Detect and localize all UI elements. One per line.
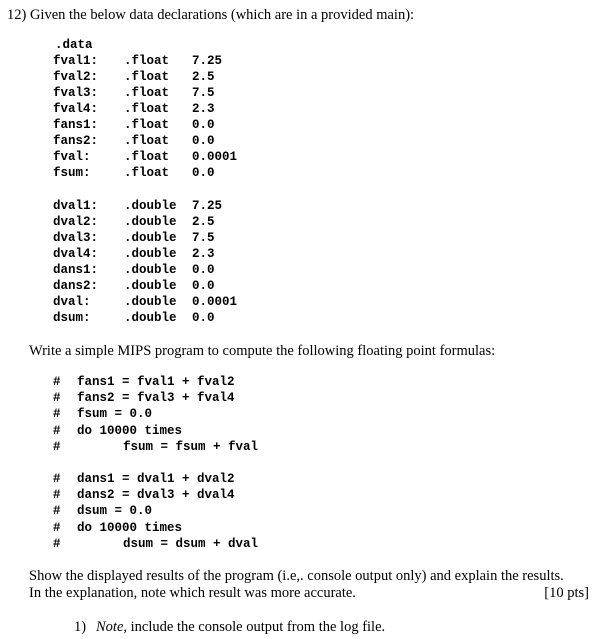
declaration-name: fval3: bbox=[53, 86, 99, 100]
points-label: [10 pts] bbox=[544, 585, 589, 601]
declaration-value: 0.0 bbox=[192, 311, 215, 325]
comment-hash: # bbox=[53, 407, 61, 422]
declaration-type: .double bbox=[124, 215, 177, 229]
declaration-value: 2.5 bbox=[192, 70, 215, 84]
declaration-type: .float bbox=[124, 134, 170, 148]
formula-text: dans1 = dval1 + dval2 bbox=[77, 472, 235, 486]
declaration-name: fans1: bbox=[53, 118, 99, 132]
note-label: Note, bbox=[96, 619, 128, 635]
declaration-type: .float bbox=[124, 150, 170, 164]
task-prompt: Write a simple MIPS program to compute the following floating point formulas: bbox=[29, 343, 496, 359]
declaration-type: .float bbox=[124, 102, 170, 116]
formula-text: fans1 = fval1 + fval2 bbox=[77, 375, 235, 389]
declaration-type: .double bbox=[124, 247, 177, 261]
comment-hash: # bbox=[53, 375, 61, 389]
note-text: include the console output from the log file. bbox=[127, 619, 386, 635]
comment-hash: # bbox=[53, 488, 61, 503]
declaration-name: dval1: bbox=[53, 199, 99, 213]
instructions-line-2 bbox=[29, 585, 589, 602]
note-item bbox=[74, 619, 385, 636]
formula-text: dans2 = dval3 + dval4 bbox=[77, 488, 235, 503]
question-title: 12) Given the below data declarations (which are in a provided main): bbox=[7, 7, 415, 23]
declaration-type: .float bbox=[124, 70, 170, 84]
comment-hash: # bbox=[53, 391, 61, 406]
declaration-name: fval4: bbox=[53, 102, 99, 116]
declaration-name: dval3: bbox=[53, 231, 99, 245]
declaration-type: .float bbox=[124, 54, 170, 68]
declaration-value: 0.0 bbox=[192, 134, 215, 148]
formula-text: fans2 = fval3 + fval4 bbox=[77, 391, 235, 406]
note-number: 1) bbox=[74, 619, 87, 635]
declaration-value: 2.5 bbox=[192, 215, 215, 229]
declaration-name: fans2: bbox=[53, 134, 99, 148]
formula-text: do 10000 times bbox=[77, 423, 183, 438]
formula-text: dsum = dsum + dval bbox=[123, 536, 259, 551]
comment-hash: # bbox=[53, 472, 61, 486]
declaration-value: 0.0 bbox=[192, 263, 215, 277]
declaration-name: fval: bbox=[53, 150, 91, 164]
instructions-line-2-text: In the explanation, note which result was more accurate. bbox=[29, 585, 356, 601]
declaration-value: 0.0 bbox=[192, 118, 215, 132]
comment-hash: # bbox=[53, 536, 61, 551]
declaration-name: fsum: bbox=[53, 166, 91, 180]
formula-text: do 10000 times bbox=[77, 520, 183, 535]
declaration-value: 7.5 bbox=[192, 231, 215, 245]
formula-text: fsum = 0.0 bbox=[77, 407, 153, 422]
instructions bbox=[29, 568, 589, 602]
declaration-name: dval4: bbox=[53, 247, 99, 261]
declaration-value: 0.0001 bbox=[192, 150, 238, 164]
declaration-value: 0.0 bbox=[192, 279, 215, 293]
declaration-type: .double bbox=[124, 231, 177, 245]
declaration-type: .float bbox=[124, 166, 170, 180]
declaration-name: fval2: bbox=[53, 70, 99, 84]
declaration-name: dans2: bbox=[53, 279, 99, 293]
declaration-type: .double bbox=[124, 279, 177, 293]
declaration-type: .double bbox=[124, 199, 177, 213]
declaration-value: 7.25 bbox=[192, 54, 223, 68]
comment-hash: # bbox=[53, 504, 61, 519]
declaration-value: 0.0001 bbox=[192, 295, 238, 309]
formula-text: fsum = fsum + fval bbox=[123, 439, 259, 454]
declaration-name: fval1: bbox=[53, 54, 99, 68]
declaration-name: dval2: bbox=[53, 215, 99, 229]
comment-hash: # bbox=[53, 439, 61, 454]
instructions-line-1: Show the displayed results of the program (i.e,. console output only) and explain the results. bbox=[29, 568, 564, 584]
comment-hash: # bbox=[53, 520, 61, 535]
declaration-name: dval: bbox=[53, 295, 91, 309]
declaration-value: 0.0 bbox=[192, 166, 215, 180]
declaration-type: .double bbox=[124, 295, 177, 309]
formula-text: dsum = 0.0 bbox=[77, 504, 153, 519]
declaration-name: dans1: bbox=[53, 263, 99, 277]
data-section-label: .data bbox=[55, 38, 93, 52]
declaration-type: .double bbox=[124, 263, 177, 277]
declaration-value: 2.3 bbox=[192, 247, 215, 261]
declaration-value: 7.5 bbox=[192, 86, 215, 100]
declaration-name: dsum: bbox=[53, 311, 91, 325]
declaration-value: 7.25 bbox=[192, 199, 223, 213]
declaration-value: 2.3 bbox=[192, 102, 215, 116]
declaration-type: .float bbox=[124, 118, 170, 132]
declaration-type: .float bbox=[124, 86, 170, 100]
comment-hash: # bbox=[53, 423, 61, 438]
declaration-type: .double bbox=[124, 311, 177, 325]
